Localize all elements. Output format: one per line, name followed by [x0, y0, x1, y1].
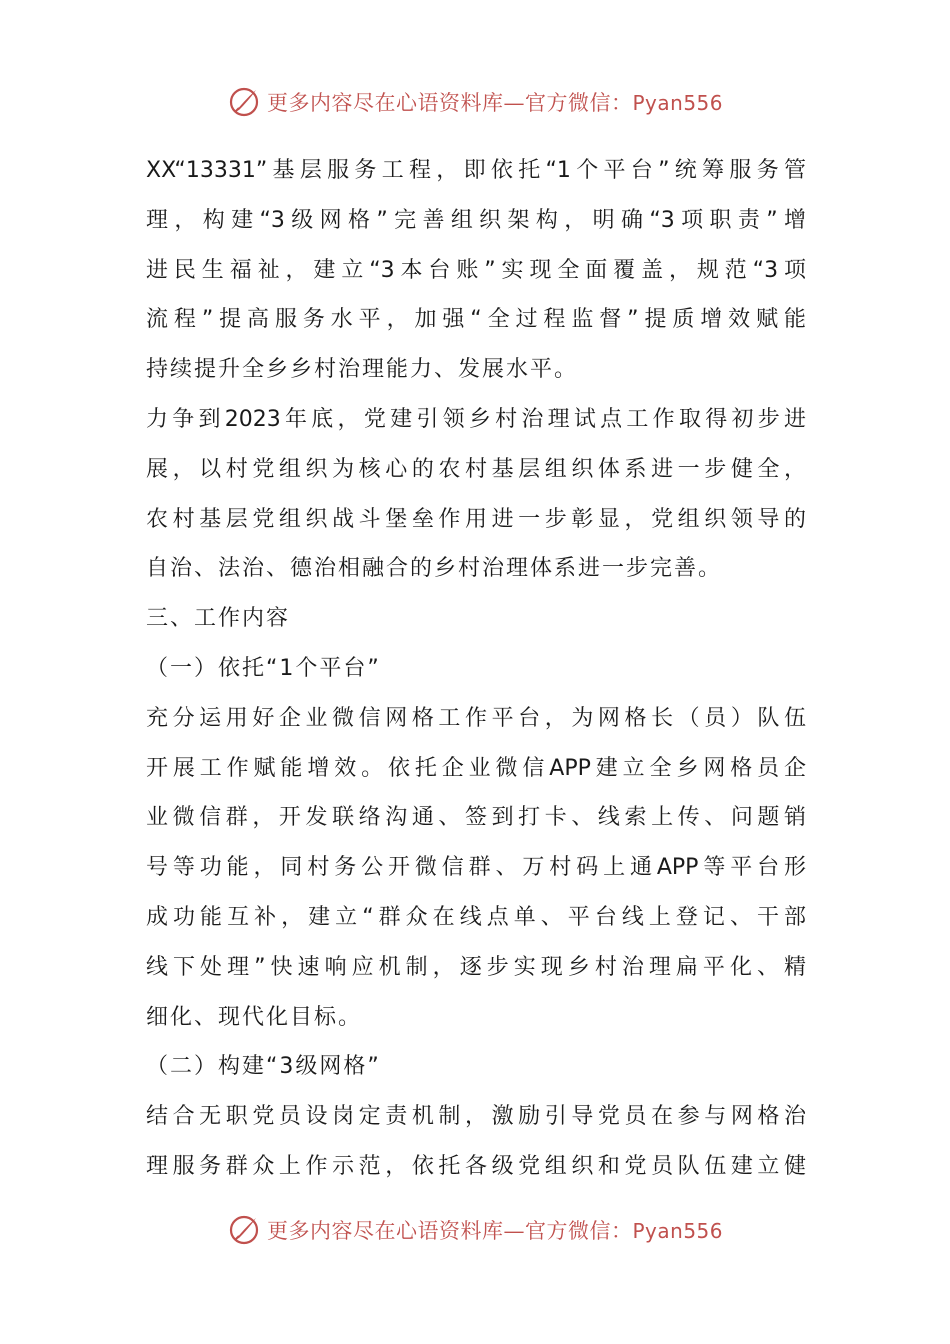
text-line: 理服务群众上作示范，依托各级党组织和党员队伍建立健: [146, 1153, 806, 1179]
text-line: （一）依托“1个平台”: [146, 655, 381, 681]
text-line: 农村基层党组织战斗堡垒作用进一步彰显，党组织领导的: [146, 506, 806, 532]
text-line: 结合无职党员设岗定责机制，激励引导党员在参与网格治: [146, 1104, 806, 1130]
text-line: 理，构建“3级网格”完善组织架构，明确“3项职责”增: [146, 207, 806, 233]
watermark-wechat-id: Pyan556: [632, 91, 723, 115]
text-line: 三、工作内容: [146, 606, 291, 632]
text-line: 自治、法治、德治相融合的乡村治理体系进一步完善。: [146, 556, 723, 582]
text-line: 细化、现代化目标。: [146, 1004, 363, 1030]
watermark-text: 更多内容尽在心语资料库—官方微信：Pyan556: [266, 91, 723, 115]
watermark-wechat-id: Pyan556: [632, 1219, 723, 1243]
text-line: 业微信群，开发联络沟通、签到打卡、线索上传、问题销: [146, 805, 806, 831]
text-line: 号等功能，同村务公开微信群、万村码上通APP等平台形: [146, 855, 806, 881]
text-line: 成功能互补，建立“群众在线点单、平台线上登记、干部: [146, 904, 806, 930]
text-line: XX“13331”基层服务工程，即依托“1个平台”统筹服务管: [146, 158, 806, 183]
document-body: [146, 146, 806, 1192]
text-line: 进民生福祉，建立“3本台账”实现全面覆盖，规范“3项: [146, 257, 806, 283]
footer-watermark: [0, 1210, 950, 1250]
header-watermark: [0, 82, 950, 122]
text-line: 展，以村党组织为核心的农村基层组织体系进一步健全，: [146, 456, 806, 482]
text-line: 持续提升全乡乡村治理能力、发展水平。: [146, 357, 579, 383]
quill-logo-icon: [227, 85, 261, 119]
text-line: 开展工作赋能增效。依托企业微信APP建立全乡网格员企: [146, 755, 806, 781]
quill-logo-icon: [227, 1213, 261, 1247]
text-line: 流程”提高服务水平，加强“全过程监督”提质增效赋能: [146, 307, 806, 333]
text-line: 力争到2023年底，党建引领乡村治理试点工作取得初步进: [146, 406, 806, 432]
text-line: 线下处理”快速响应机制，逐步实现乡村治理扁平化、精: [146, 954, 806, 980]
text-line: 充分运用好企业微信网格工作平台，为网格长（员）队伍: [146, 705, 806, 731]
text-line: （二）构建“3级网格”: [146, 1054, 381, 1080]
watermark-text: 更多内容尽在心语资料库—官方微信：Pyan556: [266, 1219, 723, 1243]
